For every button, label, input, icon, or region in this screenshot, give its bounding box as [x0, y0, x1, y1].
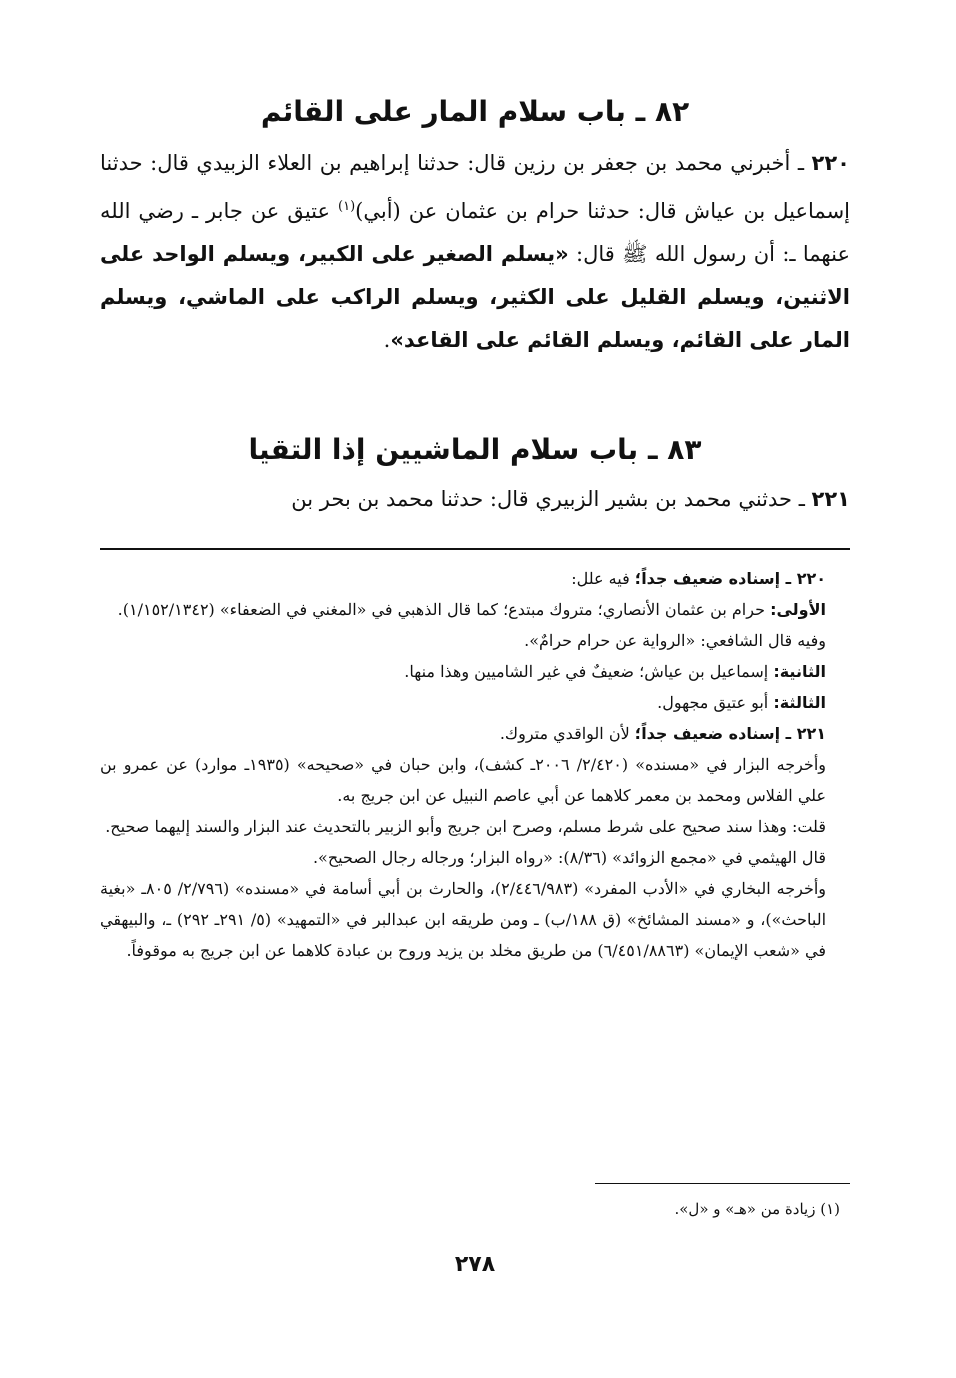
note-second-defect	[100, 656, 850, 687]
hadith-221	[100, 478, 850, 521]
note-third-text: أبو عتيق مجهول.	[657, 693, 774, 712]
hadith-220-chain-2: عتيق عن جابر ـ رضي الله عنهما ـ: أن رسول الله ﷺ قال:	[100, 199, 850, 266]
hadith-221-chain: ـ حدثني محمد بن بشير الزبيري قال: حدثنا محمد بن بحر بن	[291, 487, 812, 511]
footnote-divider	[595, 1183, 850, 1184]
note-first-defect	[100, 594, 850, 625]
note-third-defect	[100, 687, 850, 718]
note-220-text: فيه علل:	[571, 569, 635, 588]
hadith-220-number: ٢٢٠	[811, 151, 850, 175]
note-haythami: قال الهيثمي في «مجمع الزوائد» (٨/٣٦): «رواه البزار؛ ورجاله رجال الصحيح».	[312, 848, 826, 867]
footnote-1: (١) زيادة من «هـ» و «ل».	[674, 1200, 840, 1218]
commentary-notes	[100, 563, 850, 966]
hadith-220-chain: ـ أخبرني محمد بن جعفر بن رزين قال: حدثنا إبراهيم بن العلاء الزبيدي قال: حدثنا إسماعيل بن عياش قال: حدثنا حرام بن عثمان عن (أبي)	[100, 151, 850, 223]
hadith-220-end: .	[383, 328, 391, 352]
page-number: ٢٧٨	[454, 1252, 496, 1277]
note-221-text: لأن الواقدي متروك.	[499, 724, 635, 743]
note-bazzar: وأخرجه البزار في «مسنده» (٢/٤٢٠/ ٢٠٠٦ـ كشف)، وابن حبان في «صحيحه» (١٩٣٥ـ موارد) عن عمرو بن علي الفلاس ومحمد بن معمر كلاهما عن أبي عاصم النبيل عن ابن جريج به.	[100, 755, 826, 805]
note-221-intro	[100, 718, 850, 749]
note-first-text: حرام بن عثمان الأنصاري؛ متروك مبتدع؛ كما قال الذهبي في «المغني في الضعفاء» (١/١٥٢/١٣٤٢).	[117, 600, 771, 619]
notes-divider	[100, 548, 850, 550]
note-qultu: قلت: وهذا سند صحيح على شرط مسلم، وصرح ابن جريج وأبو الزبير بالتحديث عند البزار والسند إليهما صحيح.	[105, 817, 826, 836]
note-second-text: إسماعيل بن عياش؛ ضعيفٌ في غير الشاميين وهذا منها.	[404, 662, 774, 681]
note-bukhari: وأخرجه البخاري في «الأدب المفرد» (٢/٤٤٦/٩٨٣)، والحارث بن أبي أسامة في «مسنده» (٢/٧٩٦/ ٨٠٥ـ «بغية الباحث»)، و «مسند المشائخ» (ق ١٨٨/ب) ـ ومن طريقه ابن عبدالبر في «التمهيد» (٥/ ٢٩١ـ ٢٩٢) ـ، والبيهقي في «شعب الإيمان» (٦/٤٥١/٨٨٦٣) من طريق مخلد بن يزيد وروح بن عبادة كلاهما عن ابن جريج به موقوفاً.	[100, 879, 827, 960]
hadith-221-number: ٢٢١	[811, 487, 850, 511]
hadith-220	[100, 142, 850, 362]
note-221-label: ٢٢١ ـ إسناده ضعيف جداً؛	[634, 724, 826, 743]
hadith-220-matn: «يسلم الصغير على الكبير، ويسلم الواحد على الاثنين، ويسلم القليل على الكثير، ويسلم الراكب على الماشي، ويسلم المار على القائم، ويسلم القائم على القاعد»	[100, 242, 850, 352]
footnote-marker-1: (١)	[338, 199, 356, 214]
note-first-label: الأولى:	[770, 600, 826, 619]
note-shafii: وفيه قال الشافعي: «الرواية عن حرام حرامٌ».	[524, 631, 826, 650]
chapter-82-heading: ٨٢ ـ باب سلام المار على القائم	[260, 95, 690, 128]
note-third-label: الثالثة:	[773, 693, 826, 712]
note-220-intro	[100, 563, 850, 594]
note-second-label: الثانية:	[773, 662, 826, 681]
note-220-label: ٢٢٠ ـ إسناده ضعيف جداً؛	[634, 569, 826, 588]
chapter-83-heading: ٨٣ ـ باب سلام الماشيين إذا التقيا	[248, 433, 702, 466]
